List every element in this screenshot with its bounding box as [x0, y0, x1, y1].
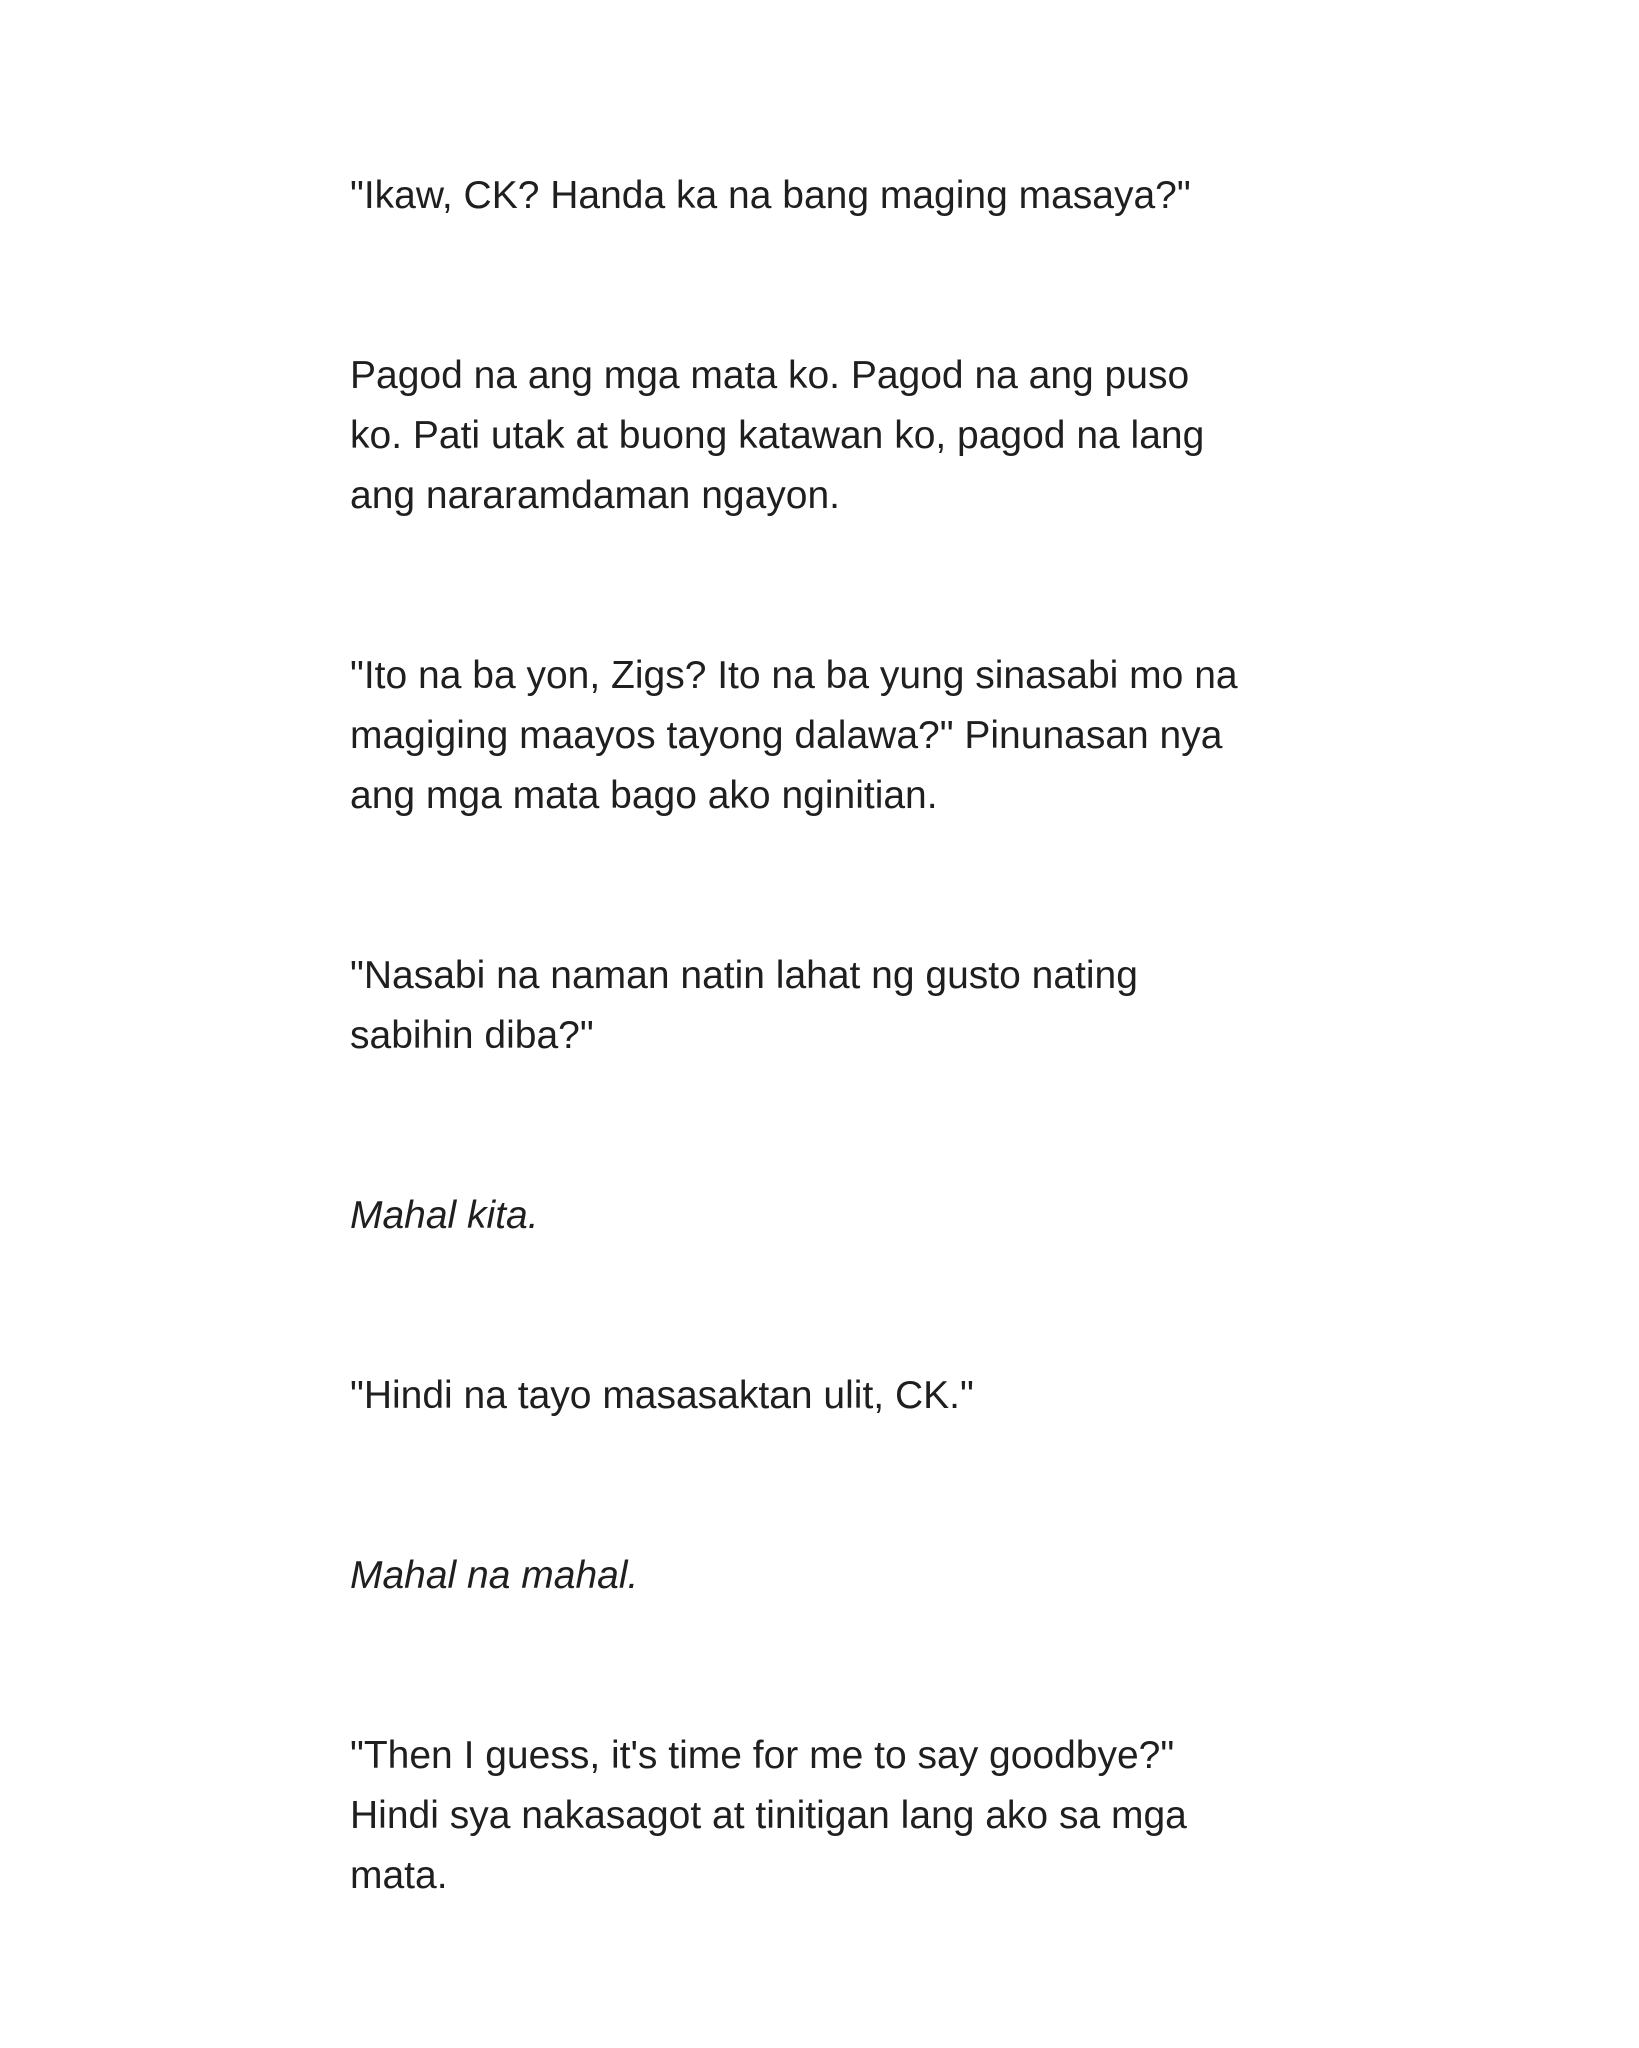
- text-line: sabihin diba?": [350, 1014, 594, 1057]
- text-line: Pagod na ang mga mata ko. Pagod na ang puso: [350, 354, 1190, 397]
- text-line: Mahal kita.: [350, 1194, 539, 1237]
- dialogue-paragraph: [350, 1366, 1290, 1426]
- text-line: ko. Pati utak at buong katawan ko, pagod na lang: [350, 414, 1205, 457]
- dialogue-paragraph: [350, 946, 1290, 1066]
- text-line: magiging maayos tayong dalawa?" Pinunasan nya: [350, 714, 1223, 757]
- text-line: ang mga mata bago ako nginitian.: [350, 774, 938, 817]
- dialogue-paragraph: [350, 166, 1290, 226]
- text-line: "Nasabi na naman natin lahat ng gusto nating: [350, 954, 1138, 997]
- narration-paragraph: [350, 346, 1290, 526]
- text-line: "Ito na ba yon, Zigs? Ito na ba yung sinasabi mo na: [350, 654, 1238, 697]
- text-line: mata.: [350, 1854, 448, 1897]
- text-line: "Hindi na tayo masasaktan ulit, CK.": [350, 1374, 974, 1417]
- dialogue-paragraph: [350, 1726, 1290, 1906]
- text-line: Mahal na mahal.: [350, 1554, 639, 1597]
- inner-thought-paragraph: [350, 1186, 1290, 1246]
- text-line: Hindi sya nakasagot at tinitigan lang ako sa mga: [350, 1794, 1187, 1837]
- inner-thought-paragraph: [350, 1546, 1290, 1606]
- text-line: "Ikaw, CK? Handa ka na bang maging masaya?": [350, 174, 1191, 217]
- text-line: "Then I guess, it's time for me to say goodbye?": [350, 1734, 1175, 1777]
- text-line: ang nararamdaman ngayon.: [350, 474, 840, 517]
- dialogue-paragraph: [350, 646, 1290, 826]
